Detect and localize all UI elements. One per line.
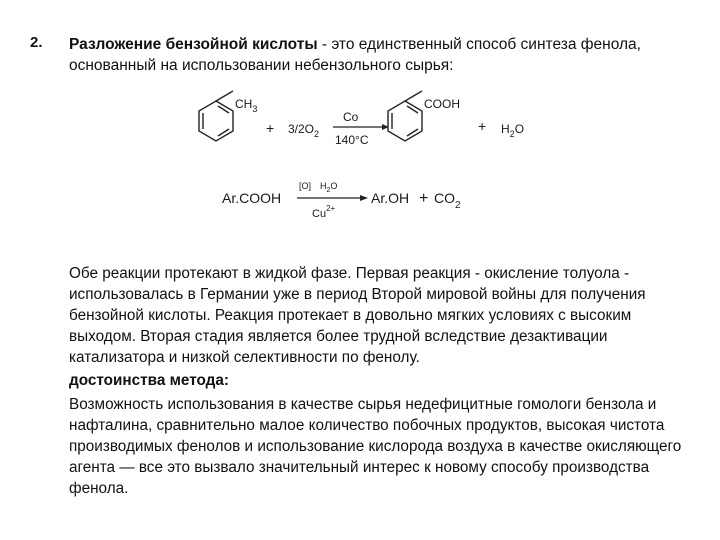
- carbon-dioxide: $CO_2$: [434, 190, 461, 211]
- condition-water: $H_2O$: [320, 181, 338, 194]
- main-text: [69, 263, 699, 499]
- benzoic-acid-ring: [388, 91, 422, 141]
- catalyst-copper: $Cu^{2+}$: [312, 204, 336, 220]
- plus-sign-1: +: [266, 120, 275, 136]
- product-aroh: Ar.OH: [371, 190, 410, 206]
- toluene-ring: [199, 91, 233, 141]
- advantages-text: Возможность использования в качестве сырья недефицитные гомологи бензола и нафталина, сравнительно малое количество побочных продуктов, высокая чистота производимых фенолов и использование кислорода воздуха в качестве окисляющего агента — все это вызвало значительный интерес к новому способу производства фенола.: [69, 396, 682, 497]
- water-product: $H_2O$: [501, 122, 525, 139]
- item-number: 2.: [30, 34, 43, 51]
- advantages-title: достоинства метода:: [69, 372, 229, 389]
- product-substituent: COOH: [424, 97, 460, 111]
- intro-rest: - это единственный способ синтеза фенола, основанный на использовании небензольного сырья:: [69, 36, 641, 74]
- reactant-substituent: $CH_3$: [235, 97, 258, 114]
- catalyst-label: Co: [343, 110, 359, 124]
- temperature-label: 140°C: [335, 133, 369, 147]
- reactant-arcooh: Ar.COOH: [222, 190, 282, 206]
- plus-sign-3: +: [419, 190, 429, 207]
- paragraph-reactions: Обе реакции протекают в жидкой фазе. Первая реакция - окисление толуола - использовалась в Германии уже в период Второй мировой войны для получения бензойной кислоты. Реакция протекает в довольно мягких условиях с высоким выходом. Вторая стадия является более трудной вследствие дезактивации катализатора и низкой селективности по фенолу.: [69, 265, 646, 366]
- arrow-head-2: [360, 195, 368, 201]
- plus-sign-2: +: [478, 118, 487, 134]
- intro-title: Разложение бензойной кислоты: [69, 36, 318, 53]
- oxygen-reagent: $3/2O_2$: [288, 122, 320, 139]
- condition-oxygen: [O]: [299, 181, 312, 191]
